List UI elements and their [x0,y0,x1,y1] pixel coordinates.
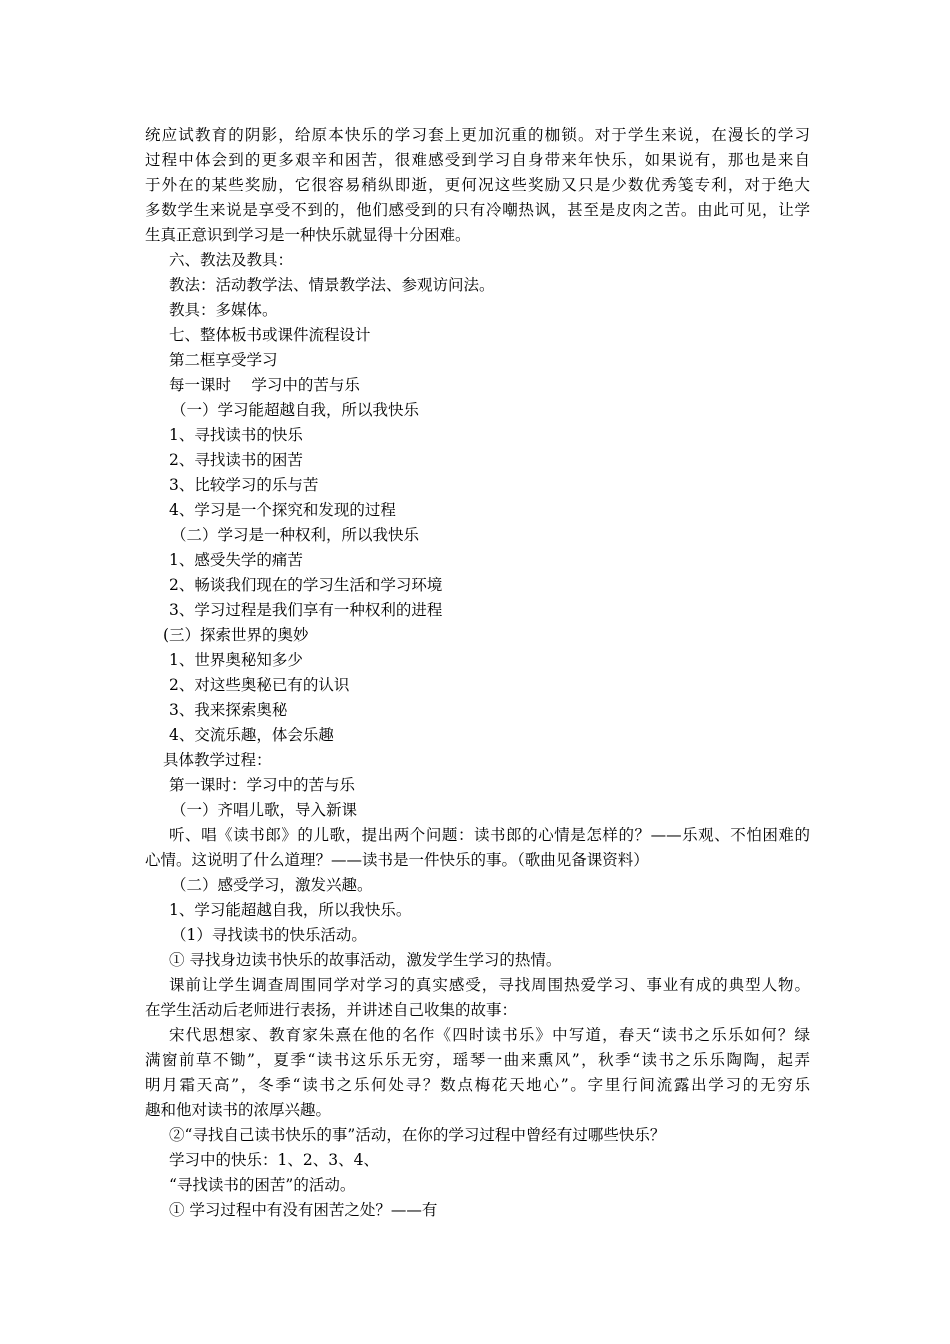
text-line: ① 寻找身边读书快乐的故事活动，激发学生学习的热情。 [169,951,562,969]
text-line: 趣和他对读书的浓厚兴趣。 [145,1101,332,1119]
text-line: 第一课时：学习中的苦与乐 [169,776,356,794]
document-page [145,123,810,1223]
text-line: 4、交流乐趣，体会乐趣 [169,726,334,744]
text-line: 六、教法及教具： [169,251,294,269]
text-line: 具体教学过程： [163,751,272,769]
text-line: 生真正意识到学习是一种快乐就显得十分困难。 [145,226,471,244]
text-line: 满窗前草不锄”，夏季“读书这乐乐无穷，瑶琴一曲来熏风”，秋季“读书之乐乐陶陶，起弄 [145,1051,810,1069]
text-line: 教法：活动教学法、情景教学法、参观访问法。 [169,276,495,294]
text-line: 3、我来探索奥秘 [169,701,288,719]
text-line: 2、对这些奥秘已有的认识 [169,676,350,694]
text-line: “寻找读书的困苦”的活动。 [169,1176,356,1194]
text-line: （二）感受学习，激发兴趣。 [171,876,373,894]
text-line: ②“寻找自己读书快乐的事”活动，在你的学习过程中曾经有过哪些快乐？ [169,1126,666,1144]
text-line: （一）齐唱儿歌，导入新课 [171,801,358,819]
text-line: （一）学习能超越自我，所以我快乐 [171,401,420,419]
text-line: 1、世界奥秘知多少 [169,651,303,669]
text-line: 每一课时 学习中的苦与乐 [169,376,360,394]
text-line: 课前让学生调查周围同学对学习的真实感受，寻找周围热爱学习、事业有成的典型人物。 [169,976,810,994]
text-line: 学习中的快乐：1、2、3、4、 [169,1151,379,1169]
text-line: 1、学习能超越自我，所以我快乐。 [169,901,412,919]
text-line: 统应试教育的阴影，给原本快乐的学习套上更加沉重的枷锁。对于学生来说，在漫长的学习 [145,126,810,144]
text-line: 听、唱《读书郎》的儿歌，提出两个问题：读书郎的心情是怎样的？——乐观、不怕困难的 [169,826,810,844]
text-line: 七、整体板书或课件流程设计 [169,326,371,344]
text-line: 明月霜天高”，冬季“读书之乐何处寻？数点梅花天地心”。字里行间流露出学习的无穷乐 [145,1076,810,1094]
text-line: 2、寻找读书的困苦 [169,451,303,469]
text-line: 3、学习过程是我们享有一种权利的进程 [169,601,443,619]
text-line: 1、寻找读书的快乐 [169,426,303,444]
text-line: (三）探索世界的奥妙 [163,626,309,644]
text-line: 过程中体会到的更多艰辛和困苦，很难感受到学习自身带来年快乐，如果说有，那也是来自 [145,151,810,169]
text-line: 心情。这说明了什么道理？——读书是一件快乐的事。（歌曲见备课资料） [145,851,649,869]
text-line: 于外在的某些奖励，它很容易稍纵即逝，更何况这些奖励又只是少数优秀笺专利，对于绝大 [145,176,810,194]
text-line: 宋代思想家、教育家朱熹在他的名作《四时读书乐》中写道，春天“读书之乐乐如何？绿 [169,1026,810,1044]
text-line: 第二框享受学习 [169,351,278,369]
text-line: 多数学生来说是享受不到的，他们感受到的只有冷嘲热讽，甚至是皮肉之苦。由此可见，让学 [145,201,810,219]
text-line: ① 学习过程中有没有困苦之处？——有 [169,1201,438,1219]
text-line: 4、学习是一个探究和发现的过程 [169,501,396,519]
text-line: 教具：多媒体。 [169,301,278,319]
text-line: （二）学习是一种权利，所以我快乐 [171,526,420,544]
text-line: （1）寻找读书的快乐活动。 [171,926,367,944]
text-line: 1、感受失学的痛苦 [169,551,303,569]
text-line: 在学生活动后老师进行表扬，并讲述自己收集的故事： [145,1001,518,1019]
text-line: 2、畅谈我们现在的学习生活和学习环境 [169,576,443,594]
text-line: 3、比较学习的乐与苦 [169,476,319,494]
